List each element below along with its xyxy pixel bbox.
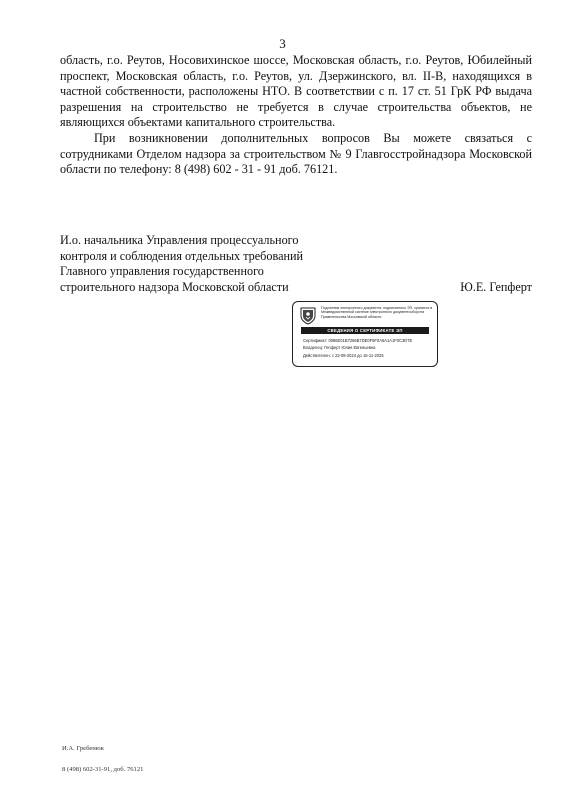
signatory-name: Ю.Е. Гепферт: [460, 279, 532, 294]
letter-body: [60, 53, 532, 178]
page-number: 3: [279, 36, 286, 51]
stamp-title: СВЕДЕНИЯ О СЕРТИФИКАТЕ ЭП: [301, 327, 429, 334]
stamp-header-text: Подлинник электронного документа, подписанного ЭП, хранится в Межведомственной системе электронного документооборота Правительства Московской области: [321, 306, 433, 319]
signature-title-line-1: И.о. начальника Управления процессуального: [60, 233, 299, 247]
signature-title-line-2: контроля и соблюдения отдельных требований: [60, 248, 304, 263]
certificate-owner: Владелец: Гепферт Юлия Евгеньевна: [303, 345, 376, 351]
e-signature-stamp: [292, 301, 438, 367]
signature-row: [60, 280, 532, 296]
coat-of-arms-icon: [300, 307, 316, 325]
body-paragraph-1: область, г.о. Реутов, Носовихинское шоссе, Московская область, г.о. Реутов, Юбилейный проспект, Московская область, г.о. Реутов, ул. Дзержинского, вл. II-В, находящихся в частной собственности, расположены НТО. В соответствии с п. 17 ст. 51 ГрК РФ выдача разрешения на строительство не требуется в случае строительства объектов, не являющихся объектами капитального строительства.: [60, 53, 532, 130]
body-paragraph-2: При возникновении дополнительных вопросов Вы можете связаться с сотрудниками Отделом надзора за строительством № 9 Главгосстройнадзора Московской области по телефону: 8 (498) 602 - 31 - 91 доб. 76121.: [60, 130, 532, 177]
certificate-number: Сертификат: 0086E01B7266B7DE0F6F0A5A1A1F0C3D7E: [303, 338, 413, 343]
executor-name: И.А. Гребенюк: [62, 745, 104, 752]
stamp-details: [303, 337, 433, 359]
certificate-validity: Действителен: с 22-08-2024 до 15-11-2025: [303, 352, 384, 358]
signature-title-line-3: Главного управления государственного: [60, 264, 264, 279]
signature-title-line-4: строительного надзора Московской области: [60, 279, 289, 294]
signature-block: [60, 233, 532, 295]
executor-phone: 8 (498) 602-31-91, доб. 76121: [62, 766, 144, 773]
